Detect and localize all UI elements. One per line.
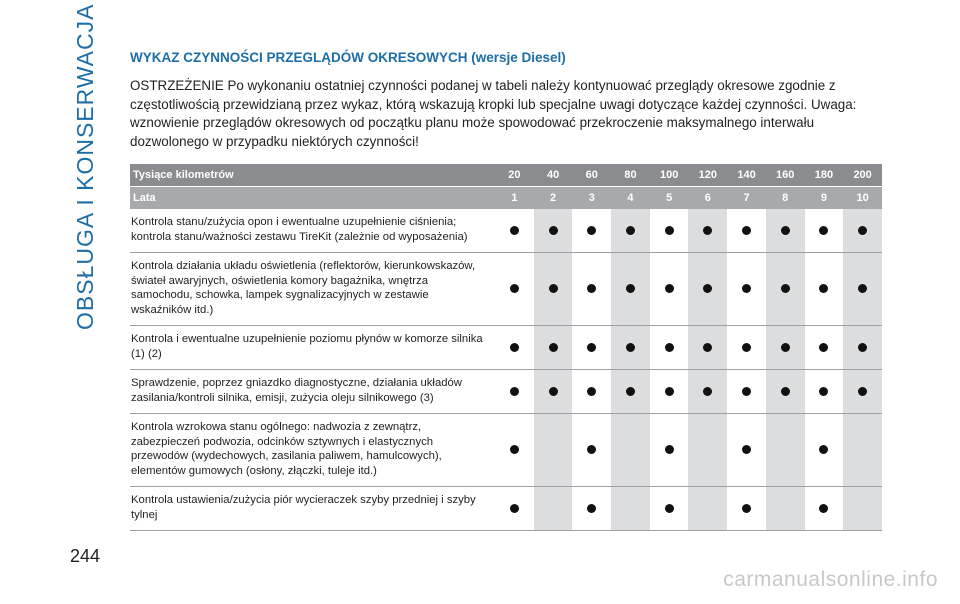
service-dot-icon (626, 284, 635, 293)
years-header-cell: 3 (572, 187, 611, 210)
interval-cell (650, 487, 689, 531)
interval-cell (611, 209, 650, 253)
interval-cell (650, 414, 689, 487)
section-side-title: OBSŁUGA I KONSERWACJA (72, 3, 98, 330)
interval-cell (495, 209, 534, 253)
interval-cell (727, 209, 766, 253)
interval-cell (688, 253, 727, 326)
service-dot-icon (665, 504, 674, 513)
service-dot-icon (665, 343, 674, 352)
service-dot-icon (587, 284, 596, 293)
service-dot-icon (819, 343, 828, 352)
service-dot-icon (781, 387, 790, 396)
service-dot-icon (858, 226, 867, 235)
operation-description: Kontrola stanu/zużycia opon i ewentualne uzupełnienie ciśnienia; kontrola stanu/ważności zestawu TireKit (zależnie od wyposażenia) (130, 209, 495, 253)
interval-cell (495, 253, 534, 326)
operation-description: Kontrola ustawienia/zużycia piór wycieraczek szyby przedniej i szyby tylnej (130, 487, 495, 531)
interval-cell (534, 209, 573, 253)
table-row (130, 326, 882, 370)
service-dot-icon (858, 343, 867, 352)
service-dot-icon (587, 504, 596, 513)
interval-cell (843, 414, 882, 487)
interval-cell (843, 487, 882, 531)
years-header-cell: 2 (534, 187, 573, 210)
service-dot-icon (510, 343, 519, 352)
interval-cell (534, 487, 573, 531)
service-dot-icon (587, 226, 596, 235)
years-header-cell: 4 (611, 187, 650, 210)
service-dot-icon (587, 343, 596, 352)
interval-cell (534, 326, 573, 370)
years-header-cell: 6 (688, 187, 727, 210)
operation-description: Sprawdzenie, poprzez gniazdko diagnostyczne, działania układów zasilania/kontroli silnika, emisji, zużycia oleju silnikowego (3) (130, 370, 495, 414)
service-dot-icon (781, 343, 790, 352)
service-dot-icon (858, 284, 867, 293)
watermark: carmanualsonline.info (723, 568, 938, 591)
km-header-row (130, 164, 882, 187)
interval-cell (727, 326, 766, 370)
interval-cell (688, 326, 727, 370)
service-dot-icon (819, 445, 828, 454)
service-dot-icon (665, 226, 674, 235)
interval-cell (572, 414, 611, 487)
interval-cell (534, 370, 573, 414)
service-dot-icon (626, 343, 635, 352)
operation-description: Kontrola wzrokowa stanu ogólnego: nadwozia z zewnątrz, zabezpieczeń podwozia, odcinków sztywnych i elastycznych przewodów (wydechowych, zasilania paliwem, hamulcowych), elementów gumowych (osłony, złączki, tuleje itd.) (130, 414, 495, 487)
interval-cell (650, 253, 689, 326)
km-header-cell: 20 (508, 169, 521, 181)
years-header-cell: 8 (766, 187, 805, 210)
table-row (130, 209, 882, 253)
service-dot-icon (665, 445, 674, 454)
interval-cell (534, 253, 573, 326)
service-dot-icon (819, 284, 828, 293)
service-dot-icon (549, 284, 558, 293)
service-dot-icon (858, 387, 867, 396)
service-dot-icon (626, 387, 635, 396)
service-dot-icon (510, 445, 519, 454)
interval-cell (611, 487, 650, 531)
service-dot-icon (819, 387, 828, 396)
service-dot-icon (510, 284, 519, 293)
km-header-cell: 80 (624, 169, 637, 181)
years-header-cell: 1 (495, 187, 534, 210)
interval-cell (572, 253, 611, 326)
service-dot-icon (587, 387, 596, 396)
interval-cell (766, 326, 805, 370)
interval-cell (805, 487, 844, 531)
service-dot-icon (549, 343, 558, 352)
km-header-cell: 160 (776, 169, 795, 181)
interval-cell (727, 370, 766, 414)
page-heading: WYKAZ CZYNNOŚCI PRZEGLĄDÓW OKRESOWYCH (wersje Diesel) (130, 50, 566, 65)
years-header-cell: 7 (727, 187, 766, 210)
interval-cell (766, 370, 805, 414)
service-dot-icon (781, 226, 790, 235)
table-row (130, 487, 882, 531)
service-dot-icon (742, 387, 751, 396)
years-header-cell: 9 (805, 187, 844, 210)
interval-cell (611, 253, 650, 326)
service-dot-icon (742, 226, 751, 235)
service-dot-icon (742, 445, 751, 454)
interval-cell (843, 209, 882, 253)
service-dot-icon (510, 387, 519, 396)
years-header-cell: 10 (843, 187, 882, 210)
interval-cell (688, 487, 727, 531)
interval-cell (805, 414, 844, 487)
interval-cell (727, 253, 766, 326)
service-dot-icon (742, 343, 751, 352)
interval-cell (611, 414, 650, 487)
interval-cell (805, 209, 844, 253)
interval-cell (495, 370, 534, 414)
km-header-label: Tysiące kilometrów (133, 169, 234, 181)
operation-description: Kontrola działania układu oświetlenia (reflektorów, kierunkowskazów, świateł awaryjnych, oświetlenia komory bagażnika, wnętrza samochodu, schowka, lampek sygnalizacyjnych w zestawie wskaźników itd.) (130, 253, 495, 326)
interval-cell (766, 209, 805, 253)
interval-cell (727, 414, 766, 487)
interval-cell (688, 209, 727, 253)
service-dot-icon (742, 284, 751, 293)
interval-cell (611, 370, 650, 414)
service-dot-icon (703, 284, 712, 293)
km-header-cell: 120 (698, 169, 717, 181)
service-dot-icon (703, 387, 712, 396)
km-header-cell: 60 (585, 169, 598, 181)
interval-cell (611, 326, 650, 370)
table-row (130, 253, 882, 326)
km-header-cell: 200 (853, 169, 872, 181)
interval-cell (495, 414, 534, 487)
km-header-cell: 140 (737, 169, 756, 181)
years-header-label: Lata (130, 187, 495, 210)
km-header-cell: 100 (659, 169, 679, 181)
maintenance-table (130, 164, 882, 531)
interval-cell (495, 487, 534, 531)
interval-cell (805, 326, 844, 370)
service-dot-icon (819, 504, 828, 513)
interval-cell (805, 370, 844, 414)
service-dot-icon (703, 343, 712, 352)
service-dot-icon (587, 445, 596, 454)
interval-cell (843, 370, 882, 414)
service-dot-icon (781, 284, 790, 293)
service-dot-icon (742, 504, 751, 513)
service-dot-icon (665, 284, 674, 293)
interval-cell (572, 326, 611, 370)
interval-cell (572, 209, 611, 253)
table-row (130, 414, 882, 487)
interval-cell (843, 253, 882, 326)
interval-cell (650, 326, 689, 370)
service-dot-icon (665, 387, 674, 396)
interval-cell (688, 370, 727, 414)
km-header-cell: 40 (546, 169, 560, 181)
interval-cell (650, 209, 689, 253)
service-dot-icon (703, 226, 712, 235)
service-dot-icon (510, 226, 519, 235)
warning-paragraph: OSTRZEŻENIE Po wykonaniu ostatniej czynności podanej w tabeli należy kontynuować przeglądy okresowe zgodnie z częstotliwością przewidzianą przez wykaz, którą wskazują kropki lub specjalne uwagi dotyczące każdej czynności. Uwaga: wznowienie przeglądów okresowych od początku planu może spowodować przekroczenie maksymalnego interwału dozwolonego w przypadku niektórych czynności! (130, 78, 857, 149)
interval-cell (766, 253, 805, 326)
interval-cell (650, 370, 689, 414)
interval-cell (843, 326, 882, 370)
interval-cell (766, 414, 805, 487)
service-dot-icon (510, 504, 519, 513)
years-header-cell: 5 (650, 187, 689, 210)
page-number: 244 (70, 546, 101, 566)
service-dot-icon (626, 226, 635, 235)
operation-description: Kontrola i ewentualne uzupełnienie poziomu płynów w komorze silnika (1) (2) (130, 326, 495, 370)
interval-cell (727, 487, 766, 531)
years-header-row (130, 187, 882, 210)
interval-cell (805, 253, 844, 326)
table-row (130, 370, 882, 414)
service-dot-icon (819, 226, 828, 235)
service-dot-icon (549, 226, 558, 235)
interval-cell (766, 487, 805, 531)
interval-cell (534, 414, 573, 487)
interval-cell (688, 414, 727, 487)
interval-cell (572, 370, 611, 414)
interval-cell (572, 487, 611, 531)
service-dot-icon (549, 387, 558, 396)
km-header-cell: 180 (814, 169, 834, 181)
interval-cell (495, 326, 534, 370)
